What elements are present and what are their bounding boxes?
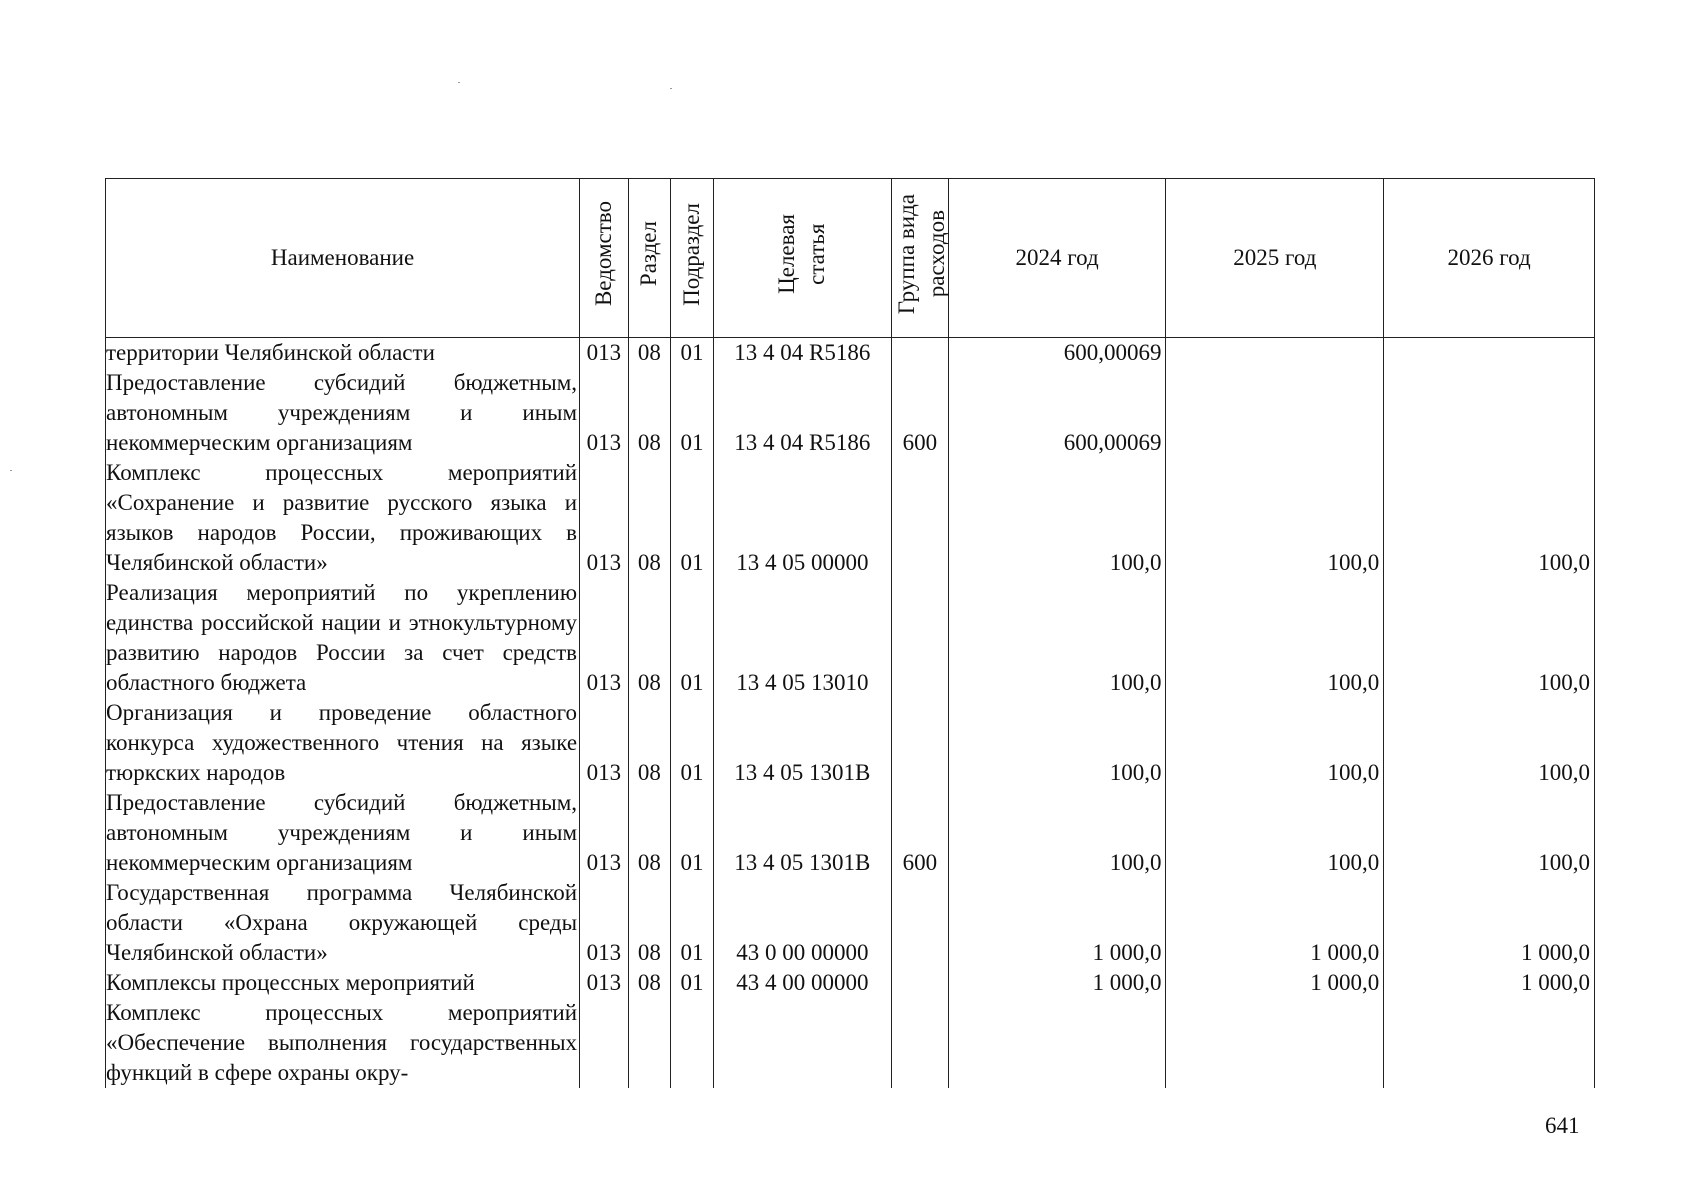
table-row — [106, 968, 1595, 998]
row-2026 — [1384, 338, 1595, 369]
col-header-name: Наименование — [106, 179, 580, 338]
row-dept: 013 — [580, 368, 629, 458]
row-target: 13 4 05 13010 — [713, 578, 891, 698]
row-target: 13 4 04 R5186 — [713, 368, 891, 458]
row-group — [891, 968, 948, 998]
row-section: 08 — [628, 878, 671, 968]
row-name: Организация и проведение областного конкурса художественного чтения на языке тюркских народов — [106, 698, 580, 788]
row-2025: 100,0 — [1166, 578, 1384, 698]
row-2025: 1 000,0 — [1166, 878, 1384, 968]
row-name: Предоставление субсидий бюджетным, автономным учреждениям и иным некоммерческим организациям — [106, 788, 580, 878]
row-2026: 1 000,0 — [1384, 968, 1595, 998]
table-row — [106, 998, 1595, 1088]
col-header-2024: 2024 год — [948, 179, 1166, 338]
row-subsection: 01 — [671, 578, 714, 698]
row-target — [713, 998, 891, 1088]
table-row — [106, 458, 1595, 578]
row-dept: 013 — [580, 968, 629, 998]
col-header-target: Целевая статья — [713, 179, 891, 338]
row-2025 — [1166, 368, 1384, 458]
row-subsection: 01 — [671, 368, 714, 458]
col-header-subsection: Подраздел — [671, 179, 714, 338]
row-subsection: 01 — [671, 458, 714, 578]
row-name: Комплекс процессных мероприятий «Обеспечение выполнения государственных функций в сфере охраны окру- — [106, 998, 580, 1088]
row-2026: 100,0 — [1384, 578, 1595, 698]
row-dept: 013 — [580, 788, 629, 878]
row-2026: 1 000,0 — [1384, 878, 1595, 968]
row-subsection — [671, 998, 714, 1088]
col-header-2025: 2025 год — [1166, 179, 1384, 338]
row-dept: 013 — [580, 878, 629, 968]
col-header-section: Раздел — [628, 179, 671, 338]
row-name: Комплексы процессных мероприятий — [106, 968, 580, 998]
row-section: 08 — [628, 968, 671, 998]
row-target: 13 4 05 1301В — [713, 698, 891, 788]
row-group: 600 — [891, 788, 948, 878]
row-2025 — [1166, 338, 1384, 369]
row-2024 — [948, 998, 1166, 1088]
table-row — [106, 878, 1595, 968]
row-group — [891, 878, 948, 968]
row-dept: 013 — [580, 338, 629, 369]
row-2024: 1 000,0 — [948, 968, 1166, 998]
row-target: 13 4 05 00000 — [713, 458, 891, 578]
col-header-2026: 2026 год — [1384, 179, 1595, 338]
row-group — [891, 698, 948, 788]
col-header-dept: Ведомство — [580, 179, 629, 338]
row-name: Государственная программа Челябинской области «Охрана окружающей среды Челябинской области» — [106, 878, 580, 968]
row-section: 08 — [628, 698, 671, 788]
row-name: Реализация мероприятий по укреплению единства российской нации и этнокультурному развитию народов России за счет средств областного бюджета — [106, 578, 580, 698]
row-2024: 100,0 — [948, 578, 1166, 698]
row-group: 600 — [891, 368, 948, 458]
row-section: 08 — [628, 788, 671, 878]
row-2024: 600,00069 — [948, 338, 1166, 369]
row-2025: 100,0 — [1166, 698, 1384, 788]
row-dept — [580, 998, 629, 1088]
row-dept: 013 — [580, 458, 629, 578]
row-2026: 100,0 — [1384, 788, 1595, 878]
row-name: Предоставление субсидий бюджетным, автономным учреждениям и иным некоммерческим организациям — [106, 368, 580, 458]
row-name: Комплекс процессных мероприятий «Сохранение и развитие русского языка и языков народов России, проживающих в Челябинской области» — [106, 458, 580, 578]
budget-table — [105, 178, 1595, 1088]
row-2024: 1 000,0 — [948, 878, 1166, 968]
scan-speck — [458, 82, 460, 83]
row-2024: 100,0 — [948, 698, 1166, 788]
row-2024: 100,0 — [948, 458, 1166, 578]
row-dept: 013 — [580, 698, 629, 788]
table-row — [106, 698, 1595, 788]
row-group — [891, 578, 948, 698]
row-2026 — [1384, 998, 1595, 1088]
row-2026 — [1384, 368, 1595, 458]
row-target: 43 4 00 00000 — [713, 968, 891, 998]
row-target: 43 0 00 00000 — [713, 878, 891, 968]
row-dept: 013 — [580, 578, 629, 698]
row-section: 08 — [628, 368, 671, 458]
table-row — [106, 338, 1595, 369]
row-subsection: 01 — [671, 338, 714, 369]
row-subsection: 01 — [671, 878, 714, 968]
page-number: 641 — [1545, 1113, 1580, 1138]
row-2025: 100,0 — [1166, 788, 1384, 878]
row-2025: 100,0 — [1166, 458, 1384, 578]
table-row — [106, 788, 1595, 878]
row-group — [891, 458, 948, 578]
col-header-group: Группа вида расходов — [891, 179, 948, 338]
scan-speck — [670, 88, 672, 89]
row-2024: 100,0 — [948, 788, 1166, 878]
row-section: 08 — [628, 578, 671, 698]
row-target: 13 4 05 1301В — [713, 788, 891, 878]
row-target: 13 4 04 R5186 — [713, 338, 891, 369]
row-2025 — [1166, 998, 1384, 1088]
scan-speck — [10, 470, 12, 471]
row-subsection: 01 — [671, 788, 714, 878]
row-subsection: 01 — [671, 698, 714, 788]
row-section: 08 — [628, 458, 671, 578]
table-row — [106, 578, 1595, 698]
row-2026: 100,0 — [1384, 458, 1595, 578]
table-header-row — [106, 179, 1595, 338]
row-name: территории Челябинской области — [106, 338, 580, 369]
row-2025: 1 000,0 — [1166, 968, 1384, 998]
row-section — [628, 998, 671, 1088]
row-2024: 600,00069 — [948, 368, 1166, 458]
row-subsection: 01 — [671, 968, 714, 998]
row-2026: 100,0 — [1384, 698, 1595, 788]
row-group — [891, 338, 948, 369]
row-section: 08 — [628, 338, 671, 369]
row-group — [891, 998, 948, 1088]
table-row — [106, 368, 1595, 458]
